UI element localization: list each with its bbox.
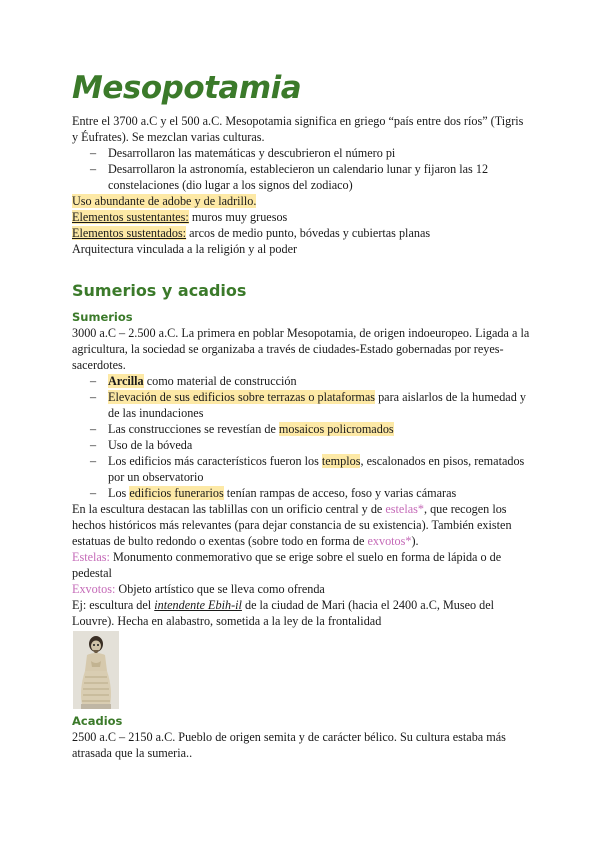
adobe-line: [72, 193, 532, 209]
text: Ej: escultura del: [72, 598, 155, 612]
ebih-il-statue-image: [73, 631, 119, 709]
highlight: Elementos sustentados:: [72, 226, 187, 240]
intro-block: [72, 113, 532, 257]
text: Los: [108, 486, 130, 500]
highlight: Uso abundante de adobe y de ladrillo.: [72, 194, 257, 208]
text: como material de construcción: [143, 374, 297, 388]
list-item: [72, 453, 532, 485]
section-heading: Sumerios y acadios: [72, 281, 247, 300]
list-item: [72, 421, 532, 437]
text: tenían rampas de acceso, foso y varias cámaras: [223, 486, 457, 500]
sumerios-heading: Sumerios: [72, 310, 133, 324]
page-title: Mesopotamia: [72, 70, 302, 106]
acadios-block: [72, 713, 532, 761]
text: arcos de medio punto, bóvedas y cubiertas planas: [186, 226, 431, 240]
list-item: – Desarrollaron las matemáticas y descubrieron el número pi: [72, 145, 532, 161]
arquitectura-line: Arquitectura vinculada a la religión y al poder: [72, 242, 298, 256]
highlight: Elevación de sus edificios sobre terrazas o plataformas: [108, 390, 376, 404]
acadios-heading: Acadios: [72, 714, 123, 728]
intro-list: [72, 145, 532, 193]
text: para aislarlos de la humedad y de las inundaciones: [108, 390, 526, 420]
text: de la ciudad de Mari (hacia el 2400 a.C, Museo del Louvre). Hecha en alabastro, sometida a la ley de la frontalidad: [72, 598, 495, 628]
list-item: – Desarrollaron la astronomía, establecieron un calendario lunar y fijaron las 12 constelaciones (dio lugar a los signos del zodiaco): [72, 161, 532, 193]
highlight: edificios funerarios: [129, 486, 224, 500]
sustentantes-line: [72, 209, 532, 225]
estelas-definition: [72, 549, 532, 581]
escultura-paragraph: [72, 501, 532, 549]
exvotos-ref: exvotos*: [367, 534, 412, 548]
list-item: [72, 373, 532, 389]
text: En la escultura destacan las tablillas con un orificio central y de: [72, 502, 386, 516]
sculpture-name: intendente Ebih-il: [154, 598, 242, 612]
text: Monumento conmemorativo que se erige sobre el suelo en forma de lápida o de pedestal: [72, 550, 502, 580]
exvotos-definition: [72, 581, 532, 597]
highlight: mosaicos policromados: [278, 422, 394, 436]
highlight: Arcilla: [108, 374, 144, 388]
sustentados-line: [72, 225, 532, 241]
text: , que recogen los hechos históricos más relevantes (para dejar constancia de su existencia). También existen estatuas de bulto redondo o exentas (sobre todo en forma de: [72, 502, 512, 548]
intro-paragraph: Entre el 3700 a.C y el 500 a.C. Mesopotamia significa en griego “país entre dos ríos” (Tigris y Éufrates). Se mezclan varias culturas.: [72, 114, 524, 144]
acadios-paragraph: 2500 a.C – 2150 a.C. Pueblo de origen semita y de carácter bélico. Su cultura estaba más atrasada que la sumeria..: [72, 730, 506, 760]
list-item: [72, 389, 532, 421]
term: Exvotos:: [72, 582, 116, 596]
text: muros muy gruesos: [188, 210, 288, 224]
highlight: Elementos sustentantes:: [72, 210, 189, 224]
list-item: [72, 485, 532, 501]
sumerios-paragraph: 3000 a.C – 2.500 a.C. La primera en poblar Mesopotamia, de origen indoeuropeo. Ligada a la agricultura, la sociedad se organizaba a través de ciudades-Estado gobernadas por reyes-sacerdotes.: [72, 326, 530, 372]
text: ).: [411, 534, 419, 548]
text: , escalonados en pisos, rematados por un observatorio: [108, 454, 525, 484]
text: Objeto artístico que se lleva como ofrenda: [115, 582, 325, 596]
estelas-ref: estelas*: [385, 502, 424, 516]
list-item: – Uso de la bóveda: [72, 437, 532, 453]
highlight: templos: [321, 454, 361, 468]
sumerios-block: [72, 309, 532, 629]
example-paragraph: [72, 597, 532, 629]
text: Las construcciones se revestían de: [108, 422, 279, 436]
term: Estelas:: [72, 550, 110, 564]
text: Los edificios más característicos fueron los: [108, 454, 322, 468]
sumerios-list: [72, 373, 532, 501]
